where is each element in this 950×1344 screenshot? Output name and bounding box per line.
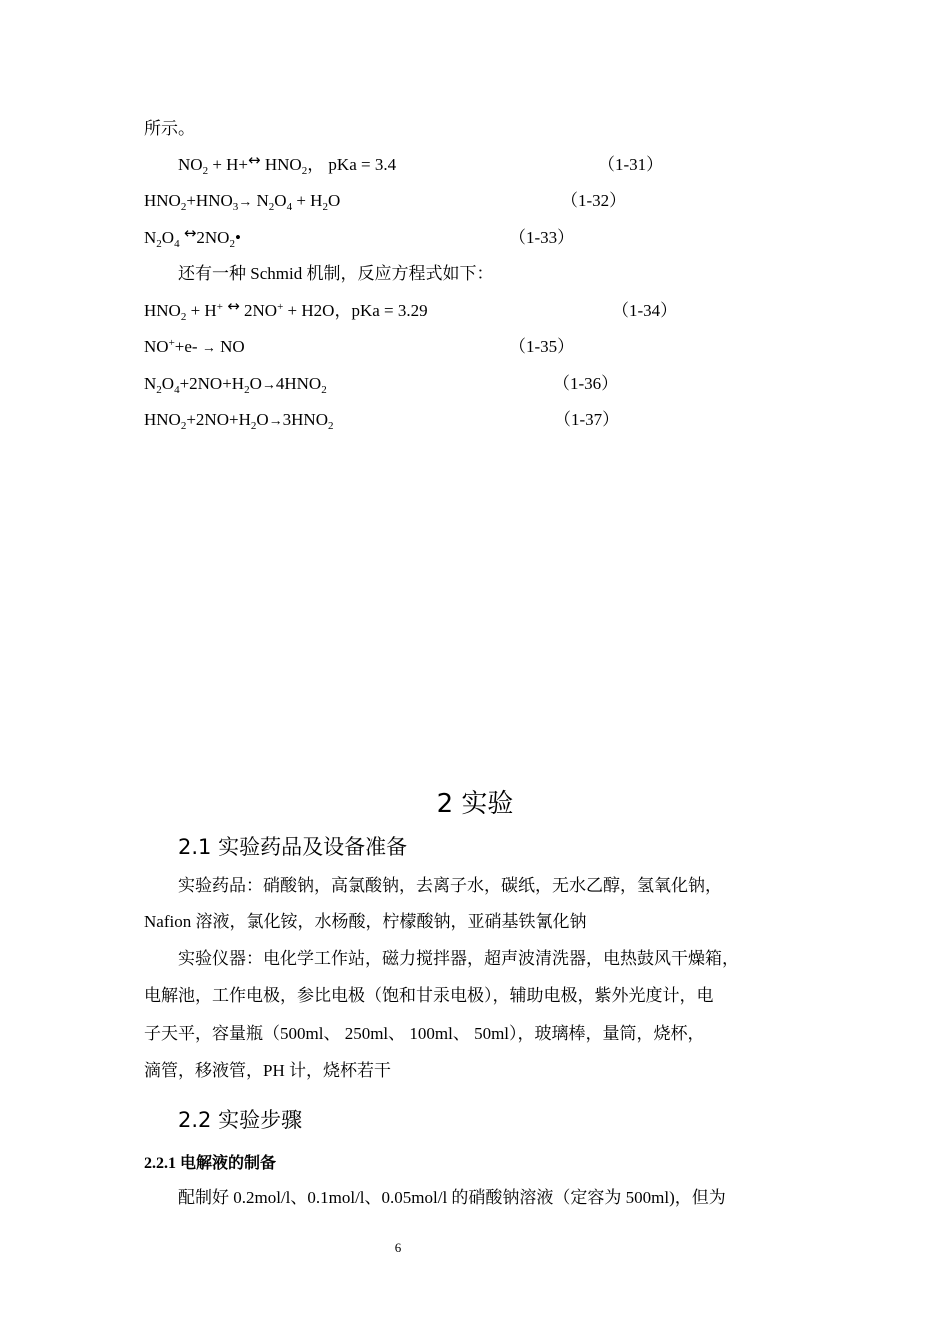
right-arrow-icon: →	[261, 378, 276, 393]
eq-text: + H+	[208, 155, 249, 174]
eq-text: NO	[178, 155, 203, 174]
equation-number: （1-35）	[509, 337, 575, 356]
equation-1-37	[144, 410, 333, 432]
eq-text: 4HNO	[275, 374, 322, 393]
eq-text: +2NO+H	[179, 374, 245, 393]
eq-text: N	[144, 228, 157, 247]
eq-sub: 2	[202, 165, 209, 177]
equation-number: （1-31）	[598, 155, 664, 174]
eq-sub: 2	[180, 420, 187, 432]
double-arrow-icon: ↔	[227, 297, 240, 315]
eq-sub: 2	[180, 201, 187, 213]
eq-sup: +	[277, 301, 284, 313]
eq-sub: 2	[268, 201, 275, 213]
equation-1-32	[144, 191, 340, 213]
eq-sub: 4	[174, 384, 180, 396]
eq-text: 2NO	[239, 301, 278, 320]
eq-text: O	[327, 191, 341, 210]
eq-sub: 2	[244, 384, 250, 396]
eq-text: HNO	[144, 191, 181, 210]
eq-sub: 2	[156, 384, 162, 396]
eq-sub: 3	[232, 201, 239, 213]
equation-number: （1-33）	[509, 228, 575, 247]
eq-sub: 2	[156, 238, 162, 250]
eq-text: HNO	[144, 301, 181, 320]
eq-sup: +	[216, 301, 223, 313]
eq-sub: 2	[321, 384, 327, 396]
eq-text: O	[256, 410, 269, 429]
eq-text: O	[249, 374, 262, 393]
eq-sub: 2	[250, 420, 257, 432]
eq-text: O	[274, 191, 287, 210]
eq-text: +2NO+H	[186, 410, 251, 429]
eq-sub: 2	[301, 165, 308, 177]
eq-text: O	[161, 374, 175, 393]
equation-number: （1-36）	[553, 374, 619, 393]
equation-1-36	[144, 374, 327, 396]
subsection-title: 2.2.1 电解液的制备	[144, 1155, 277, 1172]
equation-1-35	[144, 337, 245, 359]
right-arrow-icon: →	[238, 195, 253, 210]
eq-text: HNO	[144, 410, 181, 429]
eq-text: +HNO	[186, 191, 233, 210]
eq-text: 2NO	[196, 228, 230, 247]
eq-sub: 2	[327, 420, 334, 432]
schmid-text: 还有一种 Schmid 机制，反应方程式如下：	[178, 264, 494, 283]
equation-number: （1-37）	[554, 410, 620, 429]
eq-text: O	[161, 228, 175, 247]
eq-sub: 2	[180, 311, 187, 323]
eq-sub: 4	[286, 201, 293, 213]
equation-number: （1-32）	[561, 191, 627, 210]
eq-sup: +	[168, 337, 175, 349]
equation-number: （1-34）	[612, 301, 678, 320]
instruments-line-1: 实验仪器：电化学工作站，磁力搅拌器，超声波清洗器，电热鼓风干燥箱，	[178, 949, 739, 968]
equation-1-31	[178, 151, 397, 177]
reagents-line-2: Nafion 溶液，氯化铵，水杨酸，柠檬酸钠，亚硝基铁氰化钠	[144, 912, 587, 931]
section-title: 2.1 实验药品及设备准备	[178, 835, 408, 859]
eq-text: + H2O，pKa = 3.29	[283, 301, 428, 320]
right-arrow-icon: →	[201, 341, 216, 356]
right-arrow-icon: →	[268, 414, 283, 429]
eq-text: N	[252, 191, 269, 210]
double-arrow-icon: ↔	[183, 224, 197, 242]
chapter-title: 2 实验	[436, 789, 514, 819]
eq-sub: 2	[322, 201, 328, 213]
eq-text: ， pKa = 3.4	[307, 155, 397, 174]
instruments-line-2: 电解池，工作电极，参比电极（饱和甘汞电极），辅助电极，紫外光度计，电	[144, 986, 714, 1005]
intro-text: 所示。	[144, 119, 195, 138]
equation-1-34	[144, 297, 428, 323]
equation-1-33	[144, 224, 241, 250]
eq-sub: 2	[229, 238, 235, 250]
prep-paragraph: 配制好 0.2mol/l、0.1mol/l、0.05mol/l 的硝酸钠溶液（定容为 500ml)，但为	[178, 1188, 726, 1207]
eq-text: NO	[215, 337, 245, 356]
eq-sub: 4	[174, 238, 180, 250]
page-number: 6	[394, 1240, 402, 1255]
eq-text: +e-	[174, 337, 202, 356]
eq-text: N	[144, 374, 157, 393]
reagents-line-1: 实验药品：硝酸钠，高氯酸钠，去离子水，碳纸，无水乙醇，氢氧化钠，	[178, 876, 722, 895]
double-arrow-icon: ↔	[248, 151, 261, 169]
instruments-line-4: 滴管，移液管，PH 计，烧杯若干	[144, 1061, 391, 1080]
eq-text: 3HNO	[282, 410, 328, 429]
section-title: 2.2 实验步骤	[178, 1108, 303, 1132]
eq-text: NO	[144, 337, 169, 356]
instruments-line-3: 子天平，容量瓶（500ml、 250ml、 100ml、 50ml），玻璃棒，量筒，烧杯，	[144, 1024, 705, 1043]
eq-text: •	[234, 228, 241, 247]
eq-text: HNO	[260, 155, 302, 174]
eq-text: + H	[292, 191, 323, 210]
eq-text: + H	[186, 301, 217, 320]
